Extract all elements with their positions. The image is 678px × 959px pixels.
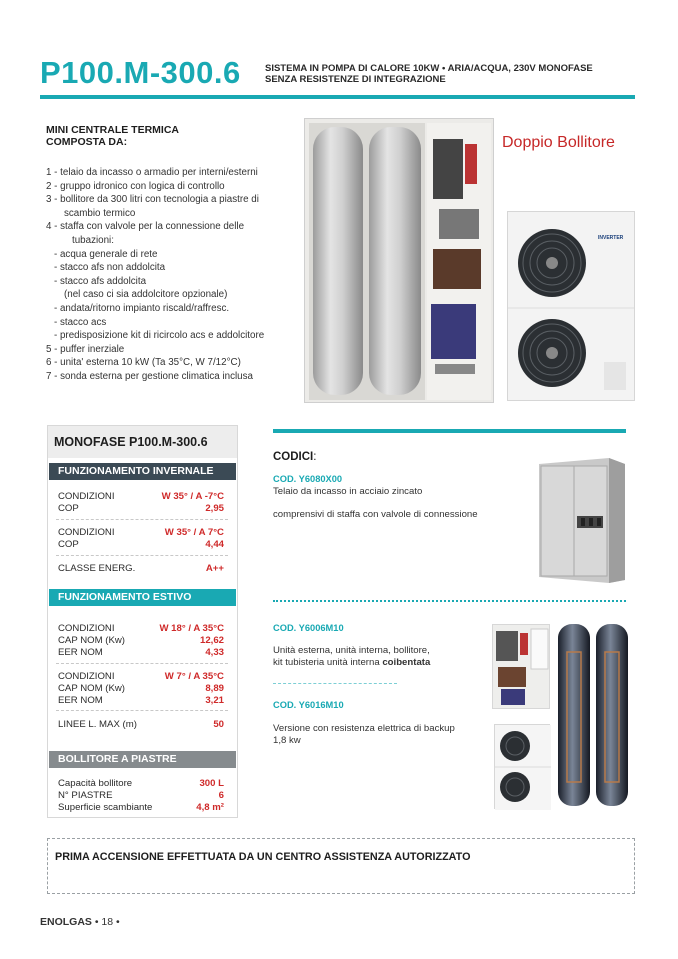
notice-box [47,838,635,894]
spec-value: 6 [218,790,224,801]
code-y6016m10-desc: Versione con resistenza elettrica di backup 1,8 kw [273,723,455,746]
spec-label: CLASSE ENERG. [58,563,136,574]
energy-class-row [58,563,224,575]
spec-value: W 35° / A 7°C [164,527,224,538]
codici-heading-colon: : [313,451,317,463]
hero-caption: Doppio Bollitore [502,134,615,151]
divider [56,710,228,711]
page-number: • 18 • [94,916,120,928]
outdoor-unit-small-photo [494,724,550,809]
list-item: 3 - bollitore da 300 litri con tecnologia a piastre di [46,194,259,206]
list-item: - stacco afs non addolcita [54,262,166,274]
spec-value: W 35° / A -7°C [161,491,224,502]
spec-label: Capacità bollitore [58,778,133,789]
summer-header: FUNZIONAMENTO ESTIVO [49,589,236,606]
code-y6006m10-desc [273,645,488,669]
subtitle-line-1: SISTEMA IN POMPA DI CALORE 10KW • ARIA/ACQUA, 230V MONOFASE [265,63,593,74]
spec-label: CONDIZIONI [58,527,115,538]
cabinet-photo [531,456,628,583]
cabinet-drawing [531,456,628,583]
list-item: - predisposizione kit di ricircolo acs e addolcitore [54,330,265,342]
list-item: 7 - sonda esterna per gestione climatica inclusa [46,370,253,382]
divider [56,663,228,664]
list-item: 5 - puffer inerziale [46,343,125,355]
spec-label: COP [58,539,79,550]
boiler-rows [58,778,224,814]
composition-list [46,166,306,384]
list-item: - acqua generale di rete [54,248,158,260]
list-item: scambio termico [64,207,136,219]
spec-value: W 18° / A 35°C [159,623,224,634]
spec-label: CONDIZIONI [58,623,115,634]
list-item: tubazioni: [72,234,114,246]
spec-label: EER NOM [58,647,103,658]
summer-row-2 [58,671,224,707]
footer [40,916,120,928]
divider [56,519,228,520]
codici-heading-text: CODICI [273,451,314,463]
code-y6006m10-desc-bold: coibentata [382,657,431,668]
model-title: P100.M-300.6 [40,55,241,90]
spec-label: LINEE L. MAX (m) [58,719,137,730]
spec-label: COP [58,503,79,514]
spec-label: N° PIASTRE [58,790,113,801]
boiler-header: BOLLITORE A PIASTRE [49,751,236,768]
divider [56,555,228,556]
spec-value: 4,44 [205,539,224,550]
header-rule [40,95,635,99]
codici-heading [273,451,316,463]
footer-brand: ENOLGAS [40,916,92,928]
summer-row-1 [58,623,224,659]
model-subtitle [265,63,655,85]
spec-label: CONDIZIONI [58,671,115,682]
spec-table [47,425,238,818]
spec-value: 50 [213,719,224,730]
winter-row-2 [58,527,224,551]
composition-title [46,124,179,148]
indoor-unit-photo [492,624,550,709]
composition-title-line-2: COMPOSTA DA: [46,136,128,148]
subtitle-line-2: SENZA RESISTENZE DI INTEGRAZIONE [265,74,446,85]
product-photo [304,118,494,403]
spec-value: 4,33 [205,647,224,658]
list-item: - stacco acs [54,316,107,328]
boiler-cylinders-drawing [556,622,630,808]
spec-value: A++ [205,563,224,574]
list-item: - stacco afs addolcita [54,275,147,287]
spec-label: Superficie scambiante [58,802,153,813]
winter-row-1 [58,491,224,515]
code-y6006m10-desc-line-2: kit tubisteria unità interna [273,657,380,668]
code-y6016m10: COD. Y6016M10 [273,700,344,710]
list-item: - andata/ritorno impianto riscald/raffresc. [54,302,230,314]
spec-label: CAP NOM (Kw) [58,635,125,646]
indoor-unit-drawing [493,625,550,709]
spec-value: 300 L [199,778,224,789]
spec-value: 4,8 m² [196,802,224,813]
boiler-cylinders-photo [556,622,630,808]
short-divider [273,683,397,684]
spec-value: 8,89 [205,683,224,694]
product-photo-drawing [305,119,494,403]
spec-value: 12,62 [199,635,224,646]
code-y6006m10-desc-line-1: Unità esterna, unità interna, bollitore, [273,645,430,656]
max-lines-row [58,719,224,731]
list-item: (nel caso ci sia addolcitore opzionale) [64,289,228,301]
list-item: 1 - telaio da incasso o armadio per interni/esterni [46,167,258,178]
code-y6080x00-desc: Telaio da incasso in acciaio zincato [273,486,423,497]
spec-label: EER NOM [58,695,103,706]
spec-value: 2,95 [205,503,224,514]
list-item: 2 - gruppo idronico con logica di controllo [46,180,225,192]
spec-label: CAP NOM (Kw) [58,683,125,694]
winter-header: FUNZIONAMENTO INVERNALE [49,463,236,480]
spec-value: 3,21 [205,695,224,706]
section-divider [273,600,626,602]
list-item: 4 - staffa con valvole per la connessione delle [46,221,245,233]
list-item: 6 - unita' esterna 10 kW (Ta 35°C, W 7/12°C) [46,357,241,369]
code-y6006m10: COD. Y6006M10 [273,623,344,633]
spec-value: W 7° / A 35°C [164,671,224,682]
composition-title-line-1: MINI CENTRALE TERMICA [46,124,179,136]
outdoor-unit-photo [507,211,635,401]
code-y6080x00-note: comprensivi di staffa con valvole di connessione [273,509,478,520]
outdoor-unit-small-drawing [495,725,551,810]
spec-label: CONDIZIONI [58,491,115,502]
unit-brand-label: INVERTER [598,235,624,241]
spec-title: MONOFASE P100.M-300.6 [48,426,237,458]
code-y6080x00: COD. Y6080X00 [273,474,343,484]
codici-rule [273,429,626,433]
notice-text: PRIMA ACCENSIONE EFFETTUATA DA UN CENTRO ASSISTENZA AUTORIZZATO [55,851,471,863]
